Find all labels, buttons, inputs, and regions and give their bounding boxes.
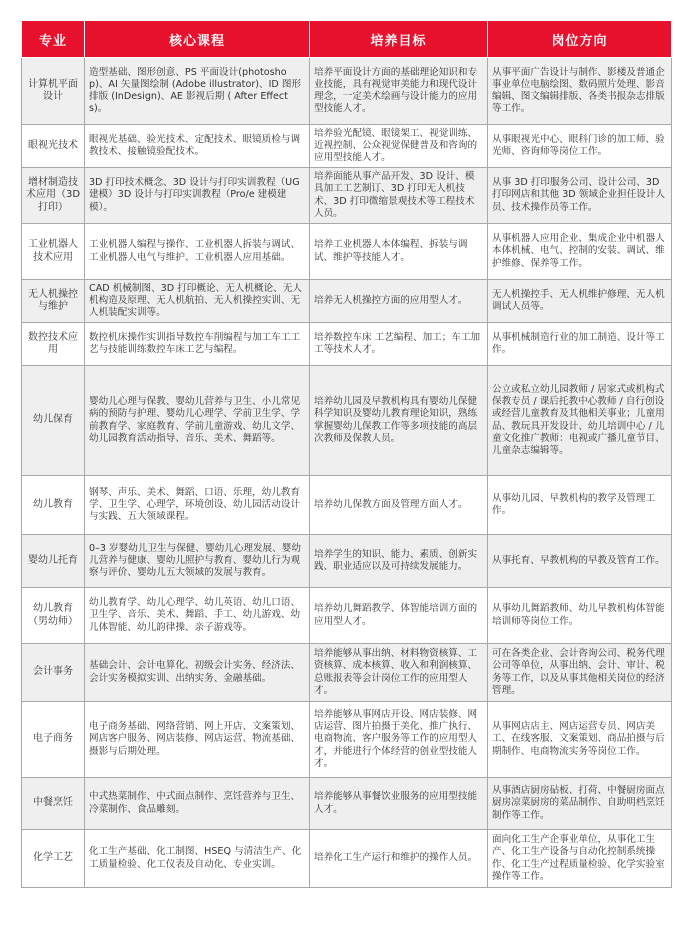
courses-cell: 婴幼儿心理与保教、婴幼儿营养与卫生、小儿常见病的预防与护理、婴幼儿心理学、学前卫生学、学前教育学、家庭教育、学前儿童游戏、幼儿文学、幼儿园教育活动指导、音乐、美术、舞蹈等。 bbox=[85, 366, 310, 476]
courses-cell: 基础会计、会计电算化、初级会计实务、经济法、会计实务模拟实训、出纳实务、金融基础。 bbox=[85, 644, 310, 702]
goal-cell: 培养验光配镜、眼镜架工、视觉训练、近视控制、公众视觉保健普及和咨询的应用型技能人才。 bbox=[310, 125, 488, 168]
courses-cell: CAD 机械制图、3D 打印概论、无人机概论、无人机构造及原理、无人机航拍、无人机操控实训、无人机装配实训等。 bbox=[85, 280, 310, 323]
jobs-cell: 从事网店店主、网店运营专员、网店美工、在线客服、文案策划、商品拍摄与后期制作、电商物流实务等岗位工作。 bbox=[488, 702, 672, 778]
courses-cell: 电子商务基础、网络营销、网上开店、文案策划、网店客户服务、网店装修、网店运营、物流基础、摄影与后期处理。 bbox=[85, 702, 310, 778]
courses-cell: 钢琴、声乐、美术、舞蹈、口语、乐理，幼儿教育学、卫生学、心理学，环境创设、幼儿园活动设计与实践、五大领域课程。 bbox=[85, 476, 310, 535]
courses-cell: 中式热菜制作、中式面点制作、烹饪营养与卫生、冷菜制作、食品雕刻。 bbox=[85, 778, 310, 830]
major-cell: 电子商务 bbox=[22, 702, 85, 778]
header-goal: 培养目标 bbox=[310, 21, 488, 58]
jobs-cell: 从事托育、早教机构的早教及管育工作。 bbox=[488, 535, 672, 588]
goal-cell: 培养化工生产运行和维护的操作人员。 bbox=[310, 830, 488, 888]
goal-cell: 培养无人机操控方面的应用型人才。 bbox=[310, 280, 488, 323]
major-cell: 计算机平面设计 bbox=[22, 58, 85, 125]
header-jobs: 岗位方向 bbox=[488, 21, 672, 58]
table-row bbox=[22, 168, 672, 224]
courses-cell: 数控机床操作实训指导数控车削编程与加工车工工艺与技能训练数控车床工艺与编程。 bbox=[85, 323, 310, 366]
jobs-cell: 从事酒店厨房砧板、打荷、中餐厨房面点厨房凉菜厨房的菜品制作、自助明档烹饪制作等工作。 bbox=[488, 778, 672, 830]
table-row bbox=[22, 58, 672, 125]
table-header-row bbox=[22, 21, 672, 58]
major-cell: 幼儿教育 bbox=[22, 476, 85, 535]
table-row bbox=[22, 323, 672, 366]
jobs-cell: 从事幼儿园、早教机构的教学及管理工作。 bbox=[488, 476, 672, 535]
courses-cell: 工业机器人编程与操作、工业机器人拆装与调试、工业机器人电气与维护、工业机器人应用基础。 bbox=[85, 224, 310, 280]
jobs-cell: 从事 3D 打印服务公司、设计公司、3D 打印网店和其他 3D 领域企业担任设计人员、技术操作员等工作。 bbox=[488, 168, 672, 224]
goal-cell: 培养数控车床 工艺编程、加工；车工加工等技术人才。 bbox=[310, 323, 488, 366]
major-cell: 无人机操控与维护 bbox=[22, 280, 85, 323]
table-row bbox=[22, 644, 672, 702]
goal-cell: 培养平面设计方面的基础理论知识和专业技能，具有视觉审美能力和现代设计理念，一定美术绘画与设计能力的应用型技能人才。 bbox=[310, 58, 488, 125]
curriculum-table bbox=[21, 20, 672, 888]
jobs-cell: 可在各类企业、会计咨询公司、税务代理公司等单位，从事出纳、会计、审计、税务等工作，以及从事其他相关岗位的经济管理。 bbox=[488, 644, 672, 702]
jobs-cell: 从事机器人应用企业、集成企业中机器人本体机械、电气、控制的安装、调试、维护维修、保养等工作。 bbox=[488, 224, 672, 280]
table-row bbox=[22, 778, 672, 830]
goal-cell: 培养学生的知识、能力、素质、创新实践、职业适应以及可持续发展能力。 bbox=[310, 535, 488, 588]
goal-cell: 培养能够从事网店开设、网店装修、网店运营、图片拍摄于美化、推广执行、电商物流、客户服务等工作的应用型人才，并能进行个体经营的创业型技能人才。 bbox=[310, 702, 488, 778]
jobs-cell: 从事机械制造行业的加工制造、设计等工作。 bbox=[488, 323, 672, 366]
goal-cell: 培养幼儿园及早教机构具有婴幼儿保健科学知识及婴幼儿教育理论知识，熟练掌握婴幼儿保教工作等多项技能的高层次教师及保教人员。 bbox=[310, 366, 488, 476]
goal-cell: 培养幼儿保教方面及管理方面人才。 bbox=[310, 476, 488, 535]
header-courses: 核心课程 bbox=[85, 21, 310, 58]
table-row bbox=[22, 280, 672, 323]
goal-cell: 培养能够从事餐饮业服务的应用型技能人才。 bbox=[310, 778, 488, 830]
major-cell: 数控技术应用 bbox=[22, 323, 85, 366]
table-row bbox=[22, 224, 672, 280]
jobs-cell: 公立或私立幼儿园教师 / 居家式或机构式保教专员 / 课后托教中心教师 / 自行创设或经营儿童教育及其他相关事业；儿童用品、教玩具开发设计、幼儿培训中心 / 儿童文化推广教师：电视或广播儿童节目、儿童杂志编辑等。 bbox=[488, 366, 672, 476]
courses-cell: 化工生产基础、化工制图、HSEQ 与清洁生产、化工质量检验、化工仪表及自动化、专业实训。 bbox=[85, 830, 310, 888]
jobs-cell: 无人机操控手、无人机维护修理、无人机调试人员等。 bbox=[488, 280, 672, 323]
table-row bbox=[22, 125, 672, 168]
major-cell: 幼儿保育 bbox=[22, 366, 85, 476]
goal-cell: 培养幼儿舞蹈教学、体智能培训方面的应用型人才。 bbox=[310, 588, 488, 644]
jobs-cell: 从事幼儿舞蹈教师、幼儿早教机构体智能培训师等岗位工作。 bbox=[488, 588, 672, 644]
goal-cell: 培养能够从事出纳、材料物资核算、工资核算、成本核算、收入和利润核算、总账报表等会计岗位工作的应用型人才。 bbox=[310, 644, 488, 702]
major-cell: 眼视光技术 bbox=[22, 125, 85, 168]
jobs-cell: 从事平面广告设计与制作、影楼及普通企事业单位电脑绘图、数码照片处理、影音编辑、图文编辑排版、各类书报杂志排版等工作。 bbox=[488, 58, 672, 125]
major-cell: 婴幼儿托育 bbox=[22, 535, 85, 588]
table-row bbox=[22, 366, 672, 476]
curriculum-table-wrapper bbox=[21, 20, 671, 888]
table-row bbox=[22, 830, 672, 888]
jobs-cell: 面向化工生产企事业单位，从事化工生产、化工生产设备与自动化控制系统操作、化工生产过程质量检验、化学实验室操作等工作。 bbox=[488, 830, 672, 888]
major-cell: 幼儿教育（男幼师） bbox=[22, 588, 85, 644]
table-row bbox=[22, 476, 672, 535]
goal-cell: 培养工业机器人本体编程、拆装与调试、维护等技能人才。 bbox=[310, 224, 488, 280]
courses-cell: 0–3 岁婴幼儿卫生与保健、婴幼儿心理发展、婴幼儿营养与健康、婴幼儿照护与教育、婴幼儿行为观察与评价、婴幼儿五大领域的发展与教育。 bbox=[85, 535, 310, 588]
header-major: 专业 bbox=[22, 21, 85, 58]
major-cell: 增材制造技术应用（3D 打印） bbox=[22, 168, 85, 224]
table-row bbox=[22, 702, 672, 778]
courses-cell: 眼视光基础、验光技术、定配技术、眼镜质检与调教技术、接触镜验配技术。 bbox=[85, 125, 310, 168]
courses-cell: 造型基础、图形创意、PS 平面设计(photoshop)、AI 矢量图绘制 (Adobe illustrator)、ID 图形排版 (InDesign)、AE 影视后期 ( After Effects)。 bbox=[85, 58, 310, 125]
courses-cell: 3D 打印技术概念、3D 设计与打印实训教程（UG 建模）3D 设计与打印实训教程（Pro/e 建模建模）。 bbox=[85, 168, 310, 224]
major-cell: 化学工艺 bbox=[22, 830, 85, 888]
jobs-cell: 从事眼视光中心、眼科门诊的加工师、验光师、咨询师等岗位工作。 bbox=[488, 125, 672, 168]
major-cell: 会计事务 bbox=[22, 644, 85, 702]
table-row bbox=[22, 535, 672, 588]
table-row bbox=[22, 588, 672, 644]
major-cell: 中餐烹饪 bbox=[22, 778, 85, 830]
major-cell: 工业机器人技术应用 bbox=[22, 224, 85, 280]
goal-cell: 培养面能从事产品开发、3D 设计、模具加工工艺制订、3D 打印无人机技术、3D 打印微缩景观技术等工程技术人员。 bbox=[310, 168, 488, 224]
courses-cell: 幼儿教育学、幼儿心理学、幼儿英语、幼儿口语、卫生学、音乐、美术、舞蹈、手工、幼儿游戏、幼儿体智能、幼儿韵律操、亲子游戏等。 bbox=[85, 588, 310, 644]
